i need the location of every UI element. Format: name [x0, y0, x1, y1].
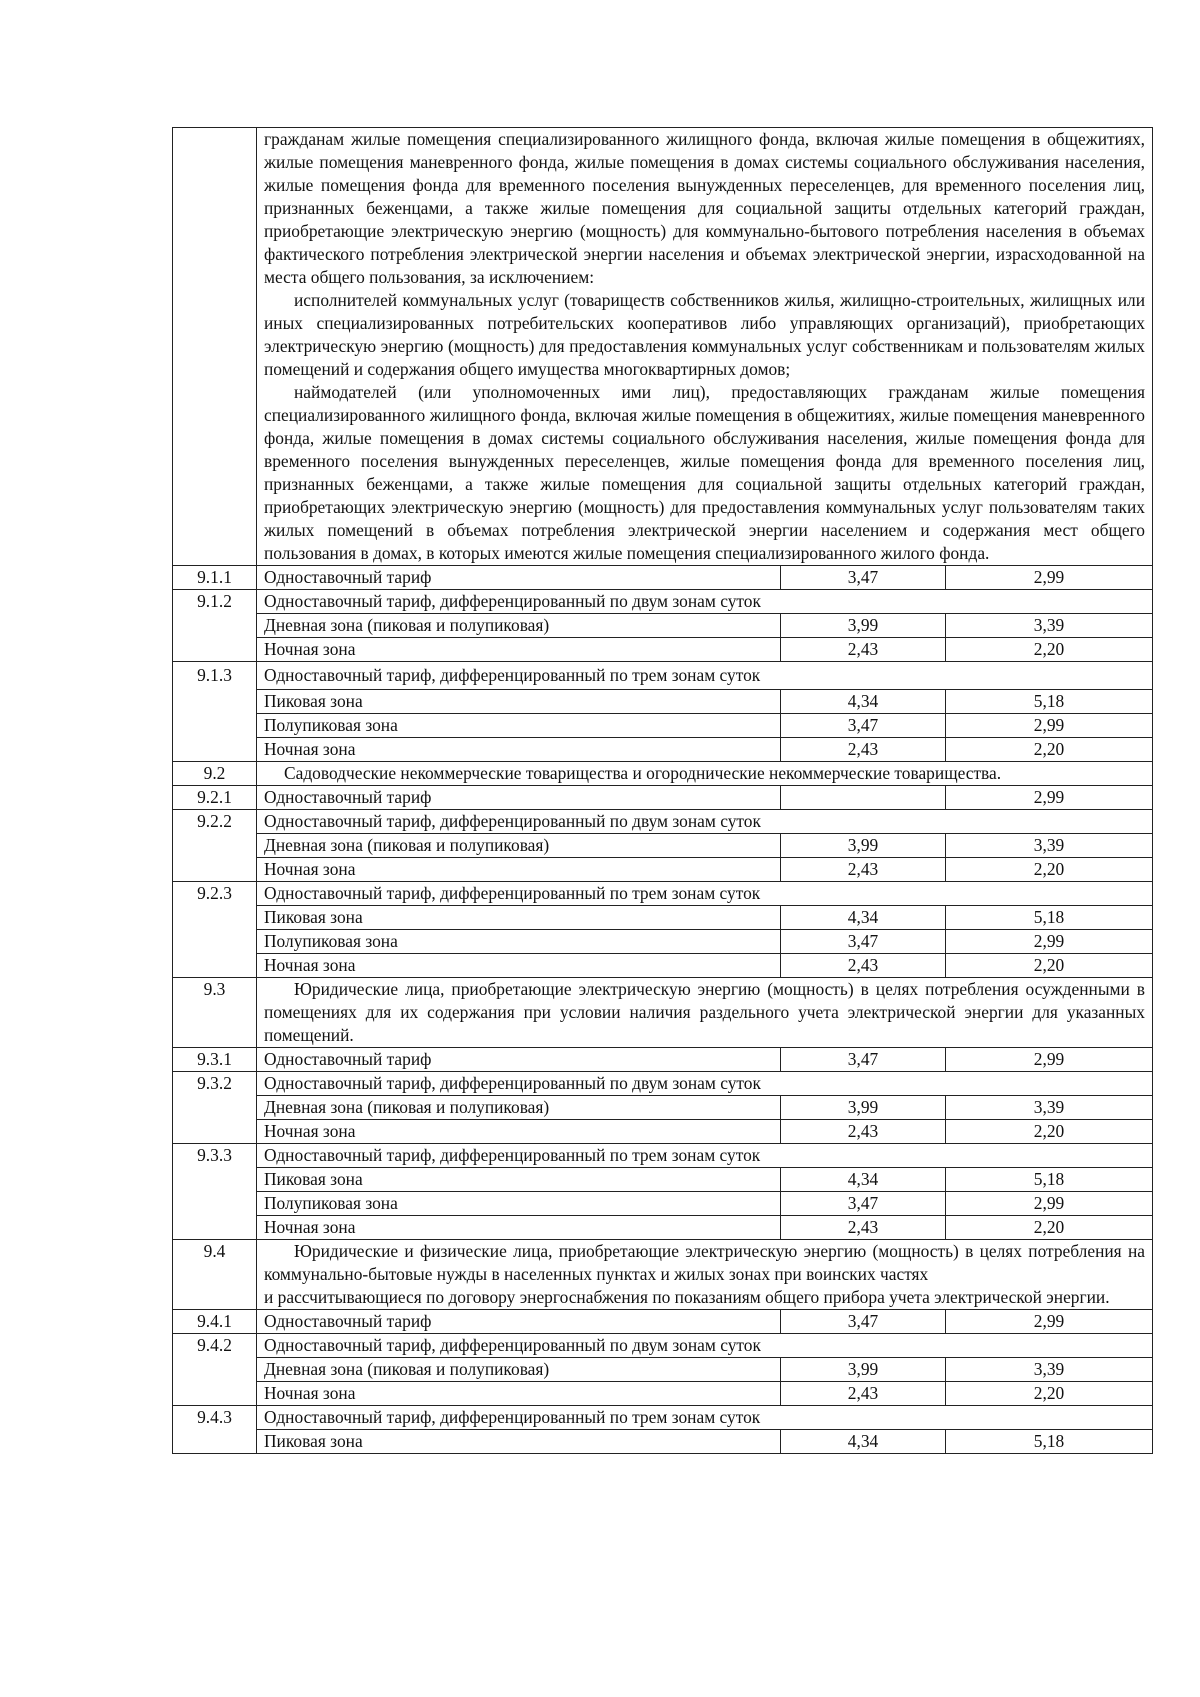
table-row [173, 1120, 1153, 1144]
tariff-value: 3,99 [781, 834, 946, 858]
tariff-value [781, 786, 946, 810]
table-row [173, 1072, 1153, 1096]
tariff-value: 3,39 [946, 1358, 1153, 1382]
tariff-value: 3,47 [781, 1310, 946, 1334]
tariff-value: 2,99 [946, 714, 1153, 738]
row-number: 9.2.3 [173, 882, 257, 978]
tariff-value: 2,20 [946, 1382, 1153, 1406]
row-number: 9.3.2 [173, 1072, 257, 1144]
table-row [173, 590, 1153, 614]
table-row [173, 638, 1153, 662]
table-row [173, 1406, 1153, 1430]
tariff-label: Одноставочный тариф, дифференцированный по трем зонам суток [257, 1406, 1153, 1430]
intro-paragraph: исполнителей коммунальных услуг (товариществ собственников жилья, жилищно-строительных, жилищных или иных специализированных потребительских кооперативов либо управляющих организаций), приобретающих электрическую энергию (мощность) для предоставления коммунальных услуг собственникам и пользователям жилых помещений и содержания общего имущества многоквартирных домов; [264, 290, 1145, 379]
table-row [173, 1310, 1153, 1334]
tariff-label: Одноставочный тариф, дифференцированный по двум зонам суток [257, 810, 1153, 834]
intro-paragraph: гражданам жилые помещения специализированного жилищного фонда, включая жилые помещения в общежитиях, жилые помещения маневренного фонда, жилые помещения в домах системы социального обслуживания населения, жилые помещения фонда для временного поселения вынужденных переселенцев, для временного поселения лиц, признанных беженцами, а также жилые помещения для социальной защиты отдельных категорий граждан, приобретающие электрическую энергию (мощность) для коммунально-бытового потребления населения в объемах фактического потребления электрической энергии населения и объемах электрической энергии, израсходованной на места общего пользования, за исключением: [264, 129, 1145, 287]
table-row [173, 1144, 1153, 1168]
zone-label: Пиковая зона [257, 906, 781, 930]
table-row [173, 128, 1153, 566]
row-number: 9.3.1 [173, 1048, 257, 1072]
table-row [173, 1358, 1153, 1382]
row-number: 9.2.1 [173, 786, 257, 810]
tariff-value: 2,20 [946, 638, 1153, 662]
section-paragraph: и рассчитывающиеся по договору энергоснабжения по показаниям общего прибора учета электрической энергии. [264, 1287, 1110, 1307]
table-row [173, 1240, 1153, 1310]
table-row [173, 906, 1153, 930]
tariff-value: 2,20 [946, 954, 1153, 978]
tariff-value: 2,99 [946, 786, 1153, 810]
tariff-table [172, 127, 1153, 1454]
tariff-value: 2,43 [781, 738, 946, 762]
table-row [173, 882, 1153, 906]
section-heading [257, 1240, 1153, 1310]
tariff-label: Одноставочный тариф, дифференцированный по двум зонам суток [257, 590, 1153, 614]
tariff-value: 2,43 [781, 638, 946, 662]
tariff-value: 3,99 [781, 1096, 946, 1120]
tariff-value: 5,18 [946, 1430, 1153, 1454]
tariff-value: 2,20 [946, 858, 1153, 882]
tariff-value: 4,34 [781, 1168, 946, 1192]
table-row [173, 662, 1153, 690]
tariff-label: Одноставочный тариф [257, 1310, 781, 1334]
table-row [173, 1168, 1153, 1192]
zone-label: Ночная зона [257, 858, 781, 882]
tariff-label: Одноставочный тариф [257, 566, 781, 590]
tariff-value: 2,99 [946, 1048, 1153, 1072]
tariff-value: 2,43 [781, 1216, 946, 1240]
table-row [173, 1216, 1153, 1240]
zone-label: Пиковая зона [257, 690, 781, 714]
tariff-value: 4,34 [781, 906, 946, 930]
table-row [173, 786, 1153, 810]
tariff-value: 3,39 [946, 834, 1153, 858]
tariff-label: Одноставочный тариф, дифференцированный по трем зонам суток [257, 882, 1153, 906]
tariff-label: Одноставочный тариф, дифференцированный по трем зонам суток [257, 662, 1153, 690]
zone-label: Ночная зона [257, 1382, 781, 1406]
tariff-value: 2,20 [946, 1216, 1153, 1240]
table-row [173, 614, 1153, 638]
zone-label: Ночная зона [257, 1216, 781, 1240]
zone-label: Полупиковая зона [257, 1192, 781, 1216]
tariff-label: Одноставочный тариф [257, 786, 781, 810]
row-number: 9.4.3 [173, 1406, 257, 1454]
table-row [173, 930, 1153, 954]
zone-label: Пиковая зона [257, 1430, 781, 1454]
tariff-label: Одноставочный тариф, дифференцированный по трем зонам суток [257, 1144, 1153, 1168]
table-row [173, 1192, 1153, 1216]
tariff-value: 2,99 [946, 930, 1153, 954]
zone-label: Полупиковая зона [257, 714, 781, 738]
row-number: 9.2.2 [173, 810, 257, 882]
tariff-value: 3,47 [781, 930, 946, 954]
zone-label: Дневная зона (пиковая и полупиковая) [257, 1096, 781, 1120]
tariff-value: 2,99 [946, 1192, 1153, 1216]
zone-label: Ночная зона [257, 638, 781, 662]
table-row [173, 834, 1153, 858]
row-number: 9.3 [173, 978, 257, 1048]
row-number: 9.2 [173, 762, 257, 786]
tariff-value: 3,47 [781, 714, 946, 738]
table-row [173, 690, 1153, 714]
tariff-value: 2,99 [946, 566, 1153, 590]
tariff-value: 5,18 [946, 690, 1153, 714]
row-number: 9.3.3 [173, 1144, 257, 1240]
row-number: 9.1.2 [173, 590, 257, 662]
zone-label: Полупиковая зона [257, 930, 781, 954]
zone-label: Пиковая зона [257, 1168, 781, 1192]
tariff-value: 3,39 [946, 614, 1153, 638]
table-row [173, 714, 1153, 738]
tariff-value: 4,34 [781, 1430, 946, 1454]
row-number: 9.1.1 [173, 566, 257, 590]
table-row [173, 1334, 1153, 1358]
row-number: 9.4.1 [173, 1310, 257, 1334]
zone-label: Дневная зона (пиковая и полупиковая) [257, 834, 781, 858]
table-row [173, 810, 1153, 834]
table-row [173, 954, 1153, 978]
tariff-value: 2,43 [781, 1120, 946, 1144]
table-row [173, 566, 1153, 590]
table-row [173, 738, 1153, 762]
tariff-value: 2,20 [946, 1120, 1153, 1144]
tariff-value: 3,99 [781, 1358, 946, 1382]
tariff-value: 2,43 [781, 954, 946, 978]
tariff-value: 2,20 [946, 738, 1153, 762]
table-row [173, 858, 1153, 882]
tariff-value: 5,18 [946, 1168, 1153, 1192]
intro-text [257, 128, 1153, 566]
row-number: 9.4.2 [173, 1334, 257, 1406]
tariff-value: 3,47 [781, 566, 946, 590]
row-number: 9.4 [173, 1240, 257, 1310]
table-row [173, 1382, 1153, 1406]
section-heading: Юридические лица, приобретающие электрическую энергию (мощность) в целях потребления осужденными в помещениях для их содержания при условии наличия раздельного учета электрической энергии для указанных помещений. [257, 978, 1153, 1048]
tariff-label: Одноставочный тариф, дифференцированный по двум зонам суток [257, 1072, 1153, 1096]
section-heading: Садоводческие некоммерческие товарищества и огороднические некоммерческие товарищества. [257, 762, 1153, 786]
table-row [173, 1430, 1153, 1454]
tariff-label: Одноставочный тариф [257, 1048, 781, 1072]
intro-paragraph: наймодателей (или уполномоченных ими лиц), предоставляющих гражданам жилые помещения специализированного жилищного фонда, включая жилые помещения в общежитиях, жилые помещения маневренного фонда, жилые помещения в домах системы социального обслуживания населения, жилые помещения фонда для временного поселения вынужденных переселенцев, жилые помещения фонда для временного поселения лиц, признанных беженцами, а также жилые помещения для социальной защиты отдельных категорий граждан, приобретающих электрическую энергию (мощность) для предоставления коммунальных услуг пользователям таких жилых помещений в объемах потребления электрической энергии населением и содержания мест общего пользования в домах, в которых имеются жилые помещения специализированного жилого фонда. [264, 382, 1145, 563]
zone-label: Дневная зона (пиковая и полупиковая) [257, 1358, 781, 1382]
table-row [173, 978, 1153, 1048]
table-row [173, 1048, 1153, 1072]
zone-label: Дневная зона (пиковая и полупиковая) [257, 614, 781, 638]
tariff-value: 3,47 [781, 1192, 946, 1216]
tariff-label: Одноставочный тариф, дифференцированный по двум зонам суток [257, 1334, 1153, 1358]
tariff-value: 3,99 [781, 614, 946, 638]
document-page [172, 127, 1152, 1454]
zone-label: Ночная зона [257, 738, 781, 762]
tariff-value: 2,43 [781, 1382, 946, 1406]
zone-label: Ночная зона [257, 954, 781, 978]
table-row [173, 762, 1153, 786]
section-paragraph: Юридические и физические лица, приобретающие электрическую энергию (мощность) в целях потребления на коммунально-бытовые нужды в населенных пунктах и жилых зонах при воинских частях [264, 1241, 1145, 1284]
tariff-value: 3,39 [946, 1096, 1153, 1120]
table-row [173, 1096, 1153, 1120]
tariff-value: 4,34 [781, 690, 946, 714]
tariff-value: 2,43 [781, 858, 946, 882]
tariff-value: 5,18 [946, 906, 1153, 930]
row-number [173, 128, 257, 566]
zone-label: Ночная зона [257, 1120, 781, 1144]
tariff-value: 2,99 [946, 1310, 1153, 1334]
row-number: 9.1.3 [173, 662, 257, 762]
tariff-value: 3,47 [781, 1048, 946, 1072]
